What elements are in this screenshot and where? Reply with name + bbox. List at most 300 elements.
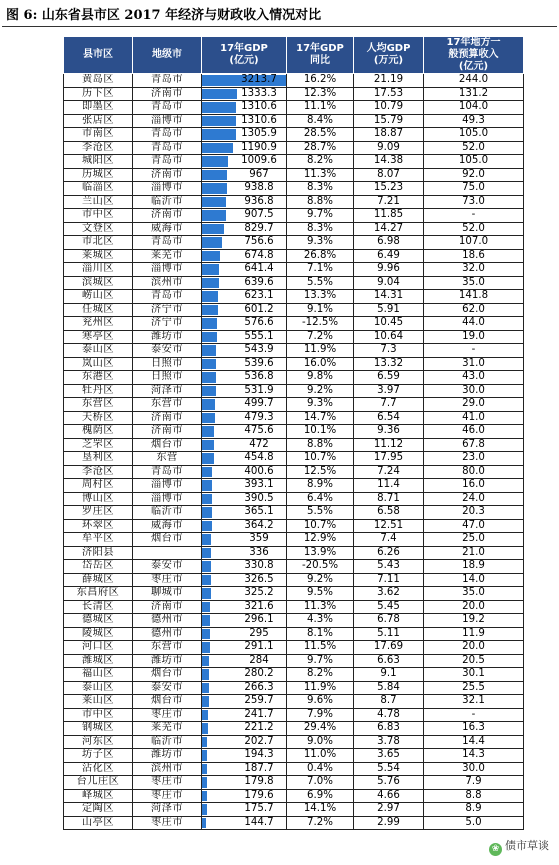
cell-city: 烟台市: [133, 533, 202, 547]
header-prefecture-city: 地级市: [133, 37, 202, 74]
gdp-value: 639.6: [244, 276, 274, 288]
cell-revenue: 47.0: [424, 519, 524, 533]
cell-county: 临淄区: [64, 182, 133, 196]
cell-gdp: [202, 249, 287, 263]
gdp-bar: [202, 521, 212, 532]
cell-yoy: 9.7%: [287, 209, 354, 223]
cell-gdp: [202, 344, 287, 358]
cell-revenue: 52.0: [424, 222, 524, 236]
cell-yoy: 7.9%: [287, 708, 354, 722]
cell-revenue: 32.1: [424, 695, 524, 709]
cell-gdp: [202, 74, 287, 88]
gdp-value: 365.1: [244, 506, 274, 518]
cell-gdp: [202, 803, 287, 817]
cell-county: 市南区: [64, 128, 133, 142]
cell-per-capita: 11.85: [354, 209, 424, 223]
cell-revenue: 105.0: [424, 128, 524, 142]
gdp-value: 454.8: [244, 452, 274, 464]
cell-county: 黄岛区: [64, 74, 133, 88]
cell-city: 德州市: [133, 627, 202, 641]
cell-yoy: 8.3%: [287, 222, 354, 236]
table-row: [64, 101, 524, 115]
cell-gdp: [202, 465, 287, 479]
cell-revenue: -: [424, 708, 524, 722]
gdp-bar: [202, 642, 210, 653]
gdp-bar: [202, 426, 214, 437]
cell-revenue: 62.0: [424, 303, 524, 317]
cell-yoy: 12.3%: [287, 87, 354, 101]
cell-per-capita: 9.1: [354, 668, 424, 682]
cell-city: 青岛市: [133, 74, 202, 88]
cell-gdp: [202, 749, 287, 763]
cell-revenue: 20.3: [424, 506, 524, 520]
table-row: [64, 587, 524, 601]
cell-per-capita: 21.19: [354, 74, 424, 88]
cell-city: 济南市: [133, 87, 202, 101]
cell-county: 东营区: [64, 398, 133, 412]
gdp-value: 284: [249, 654, 269, 666]
gdp-value: 555.1: [244, 330, 274, 342]
gdp-value: 829.7: [244, 222, 274, 234]
gdp-value: 1310.6: [241, 101, 277, 113]
cell-gdp: [202, 546, 287, 560]
cell-county: 钢城区: [64, 722, 133, 736]
cell-city: 枣庄市: [133, 816, 202, 830]
cell-city: 泰安市: [133, 681, 202, 695]
cell-city: 青岛市: [133, 236, 202, 250]
cell-per-capita: 5.43: [354, 560, 424, 574]
cell-city: 东营市: [133, 398, 202, 412]
gdp-value: 536.8: [244, 371, 274, 383]
table-row: [64, 236, 524, 250]
table-row: [64, 533, 524, 547]
cell-county: 槐荫区: [64, 425, 133, 439]
table-row: [64, 303, 524, 317]
cell-gdp: [202, 560, 287, 574]
county-economy-table: [63, 36, 524, 830]
cell-revenue: 30.0: [424, 384, 524, 398]
cell-gdp: [202, 290, 287, 304]
cell-per-capita: 6.59: [354, 371, 424, 385]
cell-city: 临沂市: [133, 506, 202, 520]
cell-per-capita: 5.76: [354, 776, 424, 790]
gdp-bar: [202, 413, 215, 424]
gdp-value: 400.6: [244, 465, 274, 477]
cell-gdp: [202, 398, 287, 412]
header-budget-revenue: 17年地方一 般预算收入 (亿元): [424, 37, 524, 74]
cell-city: 威海市: [133, 519, 202, 533]
table-row: [64, 398, 524, 412]
cell-yoy: 16.2%: [287, 74, 354, 88]
cell-gdp: [202, 722, 287, 736]
cell-city: 威海市: [133, 222, 202, 236]
cell-yoy: 10.7%: [287, 452, 354, 466]
gdp-value: 1190.9: [241, 141, 277, 153]
gdp-bar: [202, 723, 208, 734]
cell-per-capita: 11.12: [354, 438, 424, 452]
cell-city: 滨州市: [133, 762, 202, 776]
cell-per-capita: 6.63: [354, 654, 424, 668]
cell-county: 罗庄区: [64, 506, 133, 520]
gdp-value: 967: [249, 168, 269, 180]
header-gdp-per-capita: 人均GDP (万元): [354, 37, 424, 74]
cell-county: 环翠区: [64, 519, 133, 533]
cell-revenue: 73.0: [424, 195, 524, 209]
table-body: [64, 74, 524, 830]
gdp-value: 179.8: [244, 776, 274, 788]
cell-city: 青岛市: [133, 128, 202, 142]
cell-revenue: 29.0: [424, 398, 524, 412]
cell-city: 淄博市: [133, 492, 202, 506]
gdp-bar: [202, 588, 211, 599]
table-row: [64, 357, 524, 371]
cell-gdp: [202, 776, 287, 790]
gdp-value: 295: [249, 627, 269, 639]
table-row: [64, 465, 524, 479]
gdp-bar: [202, 548, 211, 559]
cell-county: 峄城区: [64, 789, 133, 803]
gdp-bar: [202, 602, 210, 613]
cell-yoy: 8.4%: [287, 114, 354, 128]
gdp-value: 3213.7: [241, 74, 277, 86]
cell-city: 德州市: [133, 614, 202, 628]
cell-revenue: 14.4: [424, 735, 524, 749]
cell-city: 东营市: [133, 641, 202, 655]
gdp-value: 296.1: [244, 614, 274, 626]
cell-yoy: 11.5%: [287, 641, 354, 655]
table-row: [64, 128, 524, 142]
cell-gdp: [202, 708, 287, 722]
table-row: [64, 141, 524, 155]
gdp-value: 543.9: [244, 344, 274, 356]
cell-city: 济南市: [133, 411, 202, 425]
cell-county: 莱山区: [64, 695, 133, 709]
cell-yoy: 9.5%: [287, 587, 354, 601]
cell-gdp: [202, 492, 287, 506]
cell-per-capita: 9.04: [354, 276, 424, 290]
cell-per-capita: 7.11: [354, 573, 424, 587]
cell-per-capita: 5.84: [354, 681, 424, 695]
cell-revenue: 35.0: [424, 587, 524, 601]
cell-revenue: 20.5: [424, 654, 524, 668]
table-row: [64, 816, 524, 830]
cell-per-capita: 5.54: [354, 762, 424, 776]
gdp-bar: [202, 534, 211, 545]
gdp-value: 479.3: [244, 411, 274, 423]
gdp-value: 475.6: [244, 425, 274, 437]
cell-county: 潍城区: [64, 654, 133, 668]
cell-per-capita: 6.78: [354, 614, 424, 628]
cell-county: 城阳区: [64, 155, 133, 169]
table-row: [64, 749, 524, 763]
cell-yoy: 12.9%: [287, 533, 354, 547]
gdp-value: 531.9: [244, 384, 274, 396]
gdp-bar: [202, 804, 207, 815]
cell-county: 任城区: [64, 303, 133, 317]
cell-revenue: 244.0: [424, 74, 524, 88]
cell-per-capita: 17.53: [354, 87, 424, 101]
cell-revenue: -: [424, 209, 524, 223]
cell-per-capita: 8.71: [354, 492, 424, 506]
cell-per-capita: 4.66: [354, 789, 424, 803]
cell-yoy: 8.3%: [287, 182, 354, 196]
cell-yoy: 7.2%: [287, 816, 354, 830]
gdp-value: 266.3: [244, 681, 274, 693]
cell-city: 滨州市: [133, 276, 202, 290]
cell-county: 市北区: [64, 236, 133, 250]
gdp-value: 1333.3: [241, 87, 277, 99]
cell-city: 日照市: [133, 357, 202, 371]
cell-county: 滨城区: [64, 276, 133, 290]
cell-county: 福山区: [64, 668, 133, 682]
cell-per-capita: 5.45: [354, 600, 424, 614]
table-row: [64, 74, 524, 88]
cell-per-capita: 14.31: [354, 290, 424, 304]
gdp-value: 539.6: [244, 357, 274, 369]
gdp-bar: [202, 561, 211, 572]
cell-gdp: [202, 384, 287, 398]
cell-yoy: 9.3%: [287, 236, 354, 250]
cell-gdp: [202, 182, 287, 196]
table-row: [64, 708, 524, 722]
cell-yoy: 9.2%: [287, 573, 354, 587]
cell-county: 淄川区: [64, 263, 133, 277]
cell-city: 济南市: [133, 425, 202, 439]
cell-county: 山亭区: [64, 816, 133, 830]
table-row: [64, 182, 524, 196]
cell-revenue: 80.0: [424, 465, 524, 479]
gdp-value: 756.6: [244, 236, 274, 248]
cell-per-capita: 9.96: [354, 263, 424, 277]
table-row: [64, 330, 524, 344]
table-row: [64, 249, 524, 263]
gdp-bar: [202, 575, 211, 586]
cell-revenue: 19.2: [424, 614, 524, 628]
cell-revenue: 25.0: [424, 533, 524, 547]
cell-county: 沾化区: [64, 762, 133, 776]
table-row: [64, 695, 524, 709]
cell-county: 张店区: [64, 114, 133, 128]
cell-city: 潍坊市: [133, 749, 202, 763]
cell-gdp: [202, 141, 287, 155]
cell-county: 岱岳区: [64, 560, 133, 574]
gdp-bar: [202, 710, 208, 721]
cell-gdp: [202, 276, 287, 290]
cell-per-capita: 17.69: [354, 641, 424, 655]
cell-revenue: 107.0: [424, 236, 524, 250]
gdp-value: 576.6: [244, 317, 274, 329]
cell-revenue: 67.8: [424, 438, 524, 452]
gdp-bar: [202, 750, 207, 761]
cell-city: 青岛市: [133, 155, 202, 169]
cell-county: 寒亭区: [64, 330, 133, 344]
cell-revenue: 5.0: [424, 816, 524, 830]
cell-revenue: 16.0: [424, 479, 524, 493]
table-row: [64, 789, 524, 803]
cell-gdp: [202, 735, 287, 749]
table-row: [64, 776, 524, 790]
cell-per-capita: 5.91: [354, 303, 424, 317]
cell-yoy: 9.3%: [287, 398, 354, 412]
cell-per-capita: 9.36: [354, 425, 424, 439]
cell-city: 济南市: [133, 209, 202, 223]
gdp-value: 202.7: [244, 735, 274, 747]
cell-yoy: 8.1%: [287, 627, 354, 641]
cell-gdp: [202, 209, 287, 223]
table-row: [64, 506, 524, 520]
cell-yoy: 26.8%: [287, 249, 354, 263]
cell-city: 济宁市: [133, 303, 202, 317]
cell-city: 枣庄市: [133, 776, 202, 790]
cell-county: 东港区: [64, 371, 133, 385]
cell-per-capita: 3.62: [354, 587, 424, 601]
cell-county: 历下区: [64, 87, 133, 101]
table-row: [64, 654, 524, 668]
cell-yoy: 9.7%: [287, 654, 354, 668]
gdp-value: 330.8: [244, 560, 274, 572]
table-row: [64, 222, 524, 236]
table-row: [64, 276, 524, 290]
header-gdp-2017: 17年GDP (亿元): [202, 37, 287, 74]
gdp-value: 291.1: [244, 641, 274, 653]
cell-per-capita: 7.7: [354, 398, 424, 412]
table-row: [64, 168, 524, 182]
cell-city: 临沂市: [133, 195, 202, 209]
header-gdp-yoy: 17年GDP 同比: [287, 37, 354, 74]
table-header-row: [64, 37, 524, 74]
gdp-value: 390.5: [244, 492, 274, 504]
figure-title: 图 6: 山东省县市区 2017 年经济与财政收入情况对比: [6, 8, 322, 23]
gdp-value: 325.2: [244, 587, 274, 599]
cell-city: 青岛市: [133, 290, 202, 304]
gdp-bar: [202, 764, 207, 775]
cell-per-capita: 12.51: [354, 519, 424, 533]
gdp-bar: [202, 453, 214, 464]
cell-city: 泰安市: [133, 344, 202, 358]
gdp-bar: [202, 467, 212, 478]
cell-gdp: [202, 236, 287, 250]
cell-yoy: 9.1%: [287, 303, 354, 317]
table-row: [64, 371, 524, 385]
gdp-bar: [202, 494, 212, 505]
cell-revenue: 46.0: [424, 425, 524, 439]
cell-revenue: 92.0: [424, 168, 524, 182]
cell-city: 济南市: [133, 600, 202, 614]
gdp-value: 499.7: [244, 398, 274, 410]
gdp-value: 1009.6: [241, 155, 277, 167]
cell-gdp: [202, 816, 287, 830]
cell-yoy: 7.0%: [287, 776, 354, 790]
table-row: [64, 681, 524, 695]
table-row: [64, 600, 524, 614]
cell-gdp: [202, 330, 287, 344]
cell-county: 济阳县: [64, 546, 133, 560]
cell-yoy: 10.7%: [287, 519, 354, 533]
cell-gdp: [202, 452, 287, 466]
cell-yoy: 9.2%: [287, 384, 354, 398]
cell-gdp: [202, 573, 287, 587]
title-divider: [2, 26, 557, 27]
cell-county: 兖州区: [64, 317, 133, 331]
cell-yoy: 11.0%: [287, 749, 354, 763]
cell-county: 市中区: [64, 708, 133, 722]
cell-per-capita: 17.95: [354, 452, 424, 466]
cell-gdp: [202, 533, 287, 547]
cell-city: [133, 546, 202, 560]
cell-yoy: 13.9%: [287, 546, 354, 560]
cell-gdp: [202, 371, 287, 385]
cell-gdp: [202, 87, 287, 101]
table-row: [64, 519, 524, 533]
gdp-bar: [202, 791, 207, 802]
cell-yoy: 11.3%: [287, 168, 354, 182]
cell-yoy: 5.5%: [287, 506, 354, 520]
cell-per-capita: 6.83: [354, 722, 424, 736]
cell-yoy: 8.2%: [287, 668, 354, 682]
gdp-bar: [202, 507, 212, 518]
gdp-value: 1305.9: [241, 128, 277, 140]
cell-per-capita: 15.23: [354, 182, 424, 196]
cell-per-capita: 11.4: [354, 479, 424, 493]
cell-per-capita: 7.24: [354, 465, 424, 479]
cell-revenue: 75.0: [424, 182, 524, 196]
cell-revenue: 24.0: [424, 492, 524, 506]
cell-city: 东营: [133, 452, 202, 466]
table-row: [64, 195, 524, 209]
gdp-value: 623.1: [244, 290, 274, 302]
cell-city: 枣庄市: [133, 789, 202, 803]
cell-county: 历城区: [64, 168, 133, 182]
cell-per-capita: 6.26: [354, 546, 424, 560]
cell-revenue: 52.0: [424, 141, 524, 155]
gdp-value: 938.8: [244, 182, 274, 194]
cell-city: 聊城市: [133, 587, 202, 601]
cell-gdp: [202, 695, 287, 709]
cell-yoy: -12.5%: [287, 317, 354, 331]
cell-city: 莱芜市: [133, 722, 202, 736]
watermark-text: 债市草谈: [505, 839, 549, 852]
cell-revenue: -: [424, 344, 524, 358]
cell-revenue: 30.1: [424, 668, 524, 682]
table-row: [64, 492, 524, 506]
cell-county: 陵城区: [64, 627, 133, 641]
cell-revenue: 20.0: [424, 600, 524, 614]
gdp-bar: [202, 440, 214, 451]
cell-yoy: 14.1%: [287, 803, 354, 817]
gdp-bar: [202, 737, 207, 748]
cell-city: 菏泽市: [133, 803, 202, 817]
cell-county: 兰山区: [64, 195, 133, 209]
cell-city: 淄博市: [133, 263, 202, 277]
cell-yoy: 28.5%: [287, 128, 354, 142]
cell-per-capita: 7.3: [354, 344, 424, 358]
cell-per-capita: 18.87: [354, 128, 424, 142]
table-row: [64, 573, 524, 587]
cell-county: 芝罘区: [64, 438, 133, 452]
cell-gdp: [202, 195, 287, 209]
cell-yoy: 7.1%: [287, 263, 354, 277]
cell-gdp: [202, 155, 287, 169]
cell-gdp: [202, 681, 287, 695]
table-row: [64, 560, 524, 574]
cell-city: 淄博市: [133, 182, 202, 196]
gdp-value: 364.2: [244, 519, 274, 531]
gdp-value: 359: [249, 533, 269, 545]
cell-revenue: 14.0: [424, 573, 524, 587]
cell-per-capita: 13.32: [354, 357, 424, 371]
cell-county: 岚山区: [64, 357, 133, 371]
cell-yoy: 0.4%: [287, 762, 354, 776]
